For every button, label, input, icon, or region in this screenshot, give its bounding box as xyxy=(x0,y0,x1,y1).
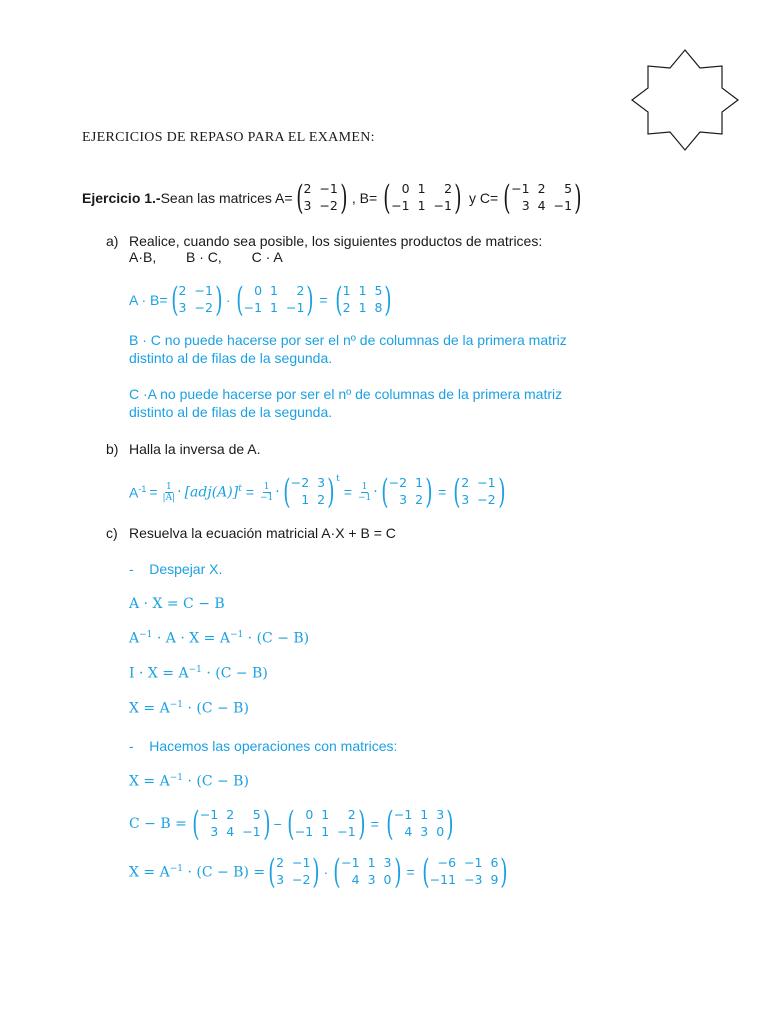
matrix-entry: −11 xyxy=(429,872,457,887)
right-paren: ) xyxy=(500,852,509,892)
matrix-entry: 3 xyxy=(276,872,285,887)
left-paren: ( xyxy=(192,804,200,844)
matrix-entry: 1 xyxy=(321,807,330,822)
x-matrix-a xyxy=(266,852,321,892)
part-c-text: Resuelva la ecuación matricial A·X + B = C xyxy=(129,525,396,541)
matrix-entries xyxy=(389,475,423,509)
matrix-entry: 8 xyxy=(374,300,383,315)
ab-label: A · B= xyxy=(129,292,168,308)
matrix-entries xyxy=(276,855,310,889)
matrix-entry: −1 xyxy=(341,855,360,870)
matrix-entry: 3 xyxy=(521,198,530,213)
matrix-entries xyxy=(461,475,495,509)
equation-5: $X = A^{-1} \cdot (C - B)$ xyxy=(129,773,249,790)
inverse-matrix-2 xyxy=(379,472,433,512)
matrix-entry: 2 xyxy=(444,181,453,196)
left-paren: ( xyxy=(383,178,391,218)
matrix-entry: −1 xyxy=(553,198,573,213)
part-b-marker: b) xyxy=(106,441,119,457)
fraction-one-over-det: $\frac{1}{|A|}$ xyxy=(162,481,176,503)
matrix-entry: 3 xyxy=(210,824,219,839)
right-paren: ) xyxy=(574,178,582,218)
matrix-entry: −2 xyxy=(292,872,311,887)
left-paren: ( xyxy=(380,472,389,512)
matrix-entry: −1 xyxy=(464,855,483,870)
step-isolate-x: - Despejar X. xyxy=(129,561,223,577)
x-result-equation: $X = A^{-1} \cdot (C - B)$ = ( 2 −1 3 −2 ) · ( −1 1 3 4 3 0 ) = ( −6 −1 6 −11 −3 9 ) xyxy=(129,852,509,892)
exercise-statement xyxy=(82,180,583,216)
right-paren: ) xyxy=(454,178,462,218)
ab-product-equation: A · B= ( 2 −1 3 −2 ) · ( 0 1 2 −1 1 −1 ) = ( 1 1 5 2 1 8 ) xyxy=(129,280,393,320)
matrix-entries xyxy=(394,807,444,841)
right-paren: ) xyxy=(384,280,393,320)
inverse-matrix-1 xyxy=(281,472,335,512)
matrix-entry: 3 xyxy=(399,492,408,507)
matrix-entry: 2 xyxy=(276,855,285,870)
right-paren: ) xyxy=(425,472,433,512)
matrix-entry: 2 xyxy=(296,283,305,298)
matrix-entry: −1 xyxy=(292,855,311,870)
matrix-entry: 2 xyxy=(537,181,546,196)
matrix-entry: −1 xyxy=(194,283,213,298)
matrix-entry: −1 xyxy=(477,475,496,490)
matrix-entry: −1 xyxy=(294,824,314,839)
ab-matrix-b xyxy=(234,280,315,320)
right-paren: ) xyxy=(306,280,314,320)
right-paren: ) xyxy=(340,178,348,218)
matrix-entry: 3 xyxy=(178,300,187,315)
left-paren: ( xyxy=(268,852,276,892)
matrix-entries xyxy=(391,181,452,215)
left-paren: ( xyxy=(295,178,304,218)
matrix-entry: 1 xyxy=(270,300,278,315)
matrix-entry: 4 xyxy=(537,198,546,213)
exercise-intro: Sean las matrices A= xyxy=(160,190,293,206)
x-result-matrix xyxy=(420,852,509,892)
left-paren: ( xyxy=(282,472,291,512)
left-paren: ( xyxy=(421,852,430,892)
matrix-entries xyxy=(200,807,261,841)
c-minus-b-label: C − B = xyxy=(129,816,187,832)
matrix-entry: 2 xyxy=(415,492,424,507)
matrix-entry: −2 xyxy=(290,475,310,490)
star-ornament xyxy=(630,48,740,152)
inverse-lhs: $A^{-1}$ xyxy=(129,483,147,501)
matrix-entries xyxy=(304,181,338,215)
matrix-entry: 2 xyxy=(347,807,356,822)
matrix-entries xyxy=(511,181,572,215)
matrix-entry: −2 xyxy=(319,198,338,213)
x-result-label: $X = A^{-1} \cdot (C - B)$ = xyxy=(129,863,266,881)
left-paren: ( xyxy=(503,178,511,218)
matrix-entry: −1 xyxy=(337,824,356,839)
matrix-entry: 3 xyxy=(461,492,470,507)
page-title: EJERCICIOS DE REPASO PARA EL EXAMEN: xyxy=(82,130,375,145)
matrix-entry: 0 xyxy=(305,807,314,822)
matrix-entry: −3 xyxy=(464,872,483,887)
right-paren: ) xyxy=(393,852,402,892)
matrix-entry: −1 xyxy=(199,807,219,822)
matrix-entry: 2 xyxy=(317,492,326,507)
matrix-entry: 0 xyxy=(436,824,445,839)
matrix-entry: 1 xyxy=(367,855,376,870)
right-paren: ) xyxy=(215,280,223,320)
adjugate-term: $[adj(A)]^t$ xyxy=(184,483,242,501)
equation-1: A · X = C − B xyxy=(129,596,225,612)
matrix-entry: 1 xyxy=(358,300,367,315)
matrix-entry: 3 xyxy=(317,475,326,490)
ab-result-matrix xyxy=(333,280,393,320)
matrix-entry: −1 xyxy=(242,824,261,839)
matrix-b-sep: , B= xyxy=(351,190,378,206)
left-paren: ( xyxy=(170,280,179,320)
matrix-entry: 1 xyxy=(417,198,426,213)
right-paren: ) xyxy=(497,472,506,512)
matrix-entry: 4 xyxy=(226,824,235,839)
part-a-marker: a) xyxy=(106,233,119,249)
matrix-entry: −2 xyxy=(388,475,408,490)
matrix-entry: 5 xyxy=(564,181,573,196)
matrix-entry: 4 xyxy=(351,872,360,887)
right-paren: ) xyxy=(357,804,366,844)
product-ca: C · A xyxy=(251,249,283,265)
matrix-entry: −1 xyxy=(391,198,410,213)
matrix-entry: 3 xyxy=(367,872,376,887)
equation-2: $A^{-1} \cdot A \cdot X = A^{-1} \cdot (C - B)$ xyxy=(129,630,310,647)
ab-matrix-a xyxy=(169,280,223,320)
ca-note-line2: distinto al de filas de la segunda. xyxy=(129,404,333,420)
x-matrix-cb xyxy=(331,852,402,892)
matrix-entry: 3 xyxy=(383,855,392,870)
fraction-one-over-minus-one-2: $\frac{1}{-1}$ xyxy=(357,481,372,503)
left-paren: ( xyxy=(333,852,341,892)
left-paren: ( xyxy=(287,804,295,844)
matrix-entries xyxy=(244,283,305,317)
part-b-text: Halla la inversa de A. xyxy=(129,441,261,457)
matrix-entries xyxy=(295,807,356,841)
matrix-entry: 1 xyxy=(321,824,330,839)
equation-3: $I \cdot X = A^{-1} \cdot (C - B)$ xyxy=(129,665,268,682)
exercise-label: Ejercicio 1.- xyxy=(82,190,161,206)
matrix-entry: 3 xyxy=(420,824,429,839)
left-paren: ( xyxy=(386,804,394,844)
matrix-entry: 1 xyxy=(358,283,367,298)
matrix-c-sep: y C= xyxy=(469,190,499,206)
matrix-entries xyxy=(341,855,391,889)
matrix-entry: −1 xyxy=(285,300,305,315)
matrix-entry: 0 xyxy=(383,872,392,887)
matrix-entry: 5 xyxy=(252,807,261,822)
matrix-entry: 6 xyxy=(490,855,499,870)
right-paren: ) xyxy=(312,852,321,892)
bc-note-line1: B · C no puede hacerse por ser el nº de columnas de la primera matriz xyxy=(129,332,567,348)
matrix-entry: −1 xyxy=(319,181,338,196)
c-minus-b-equation: C − B = ( −1 2 5 3 4 −1 ) − ( 0 1 2 −1 1 −1 ) = ( −1 1 3 4 3 0 ) xyxy=(129,804,454,844)
right-paren: ) xyxy=(262,804,271,844)
matrix-entry: −6 xyxy=(437,855,457,870)
matrix-entry: 3 xyxy=(303,198,312,213)
matrix-entry: −1 xyxy=(393,807,413,822)
matrix-b xyxy=(381,178,462,218)
ca-note-line1: C ·A no puede hacerse por ser el nº de columnas de la primera matriz xyxy=(129,386,563,402)
matrix-c xyxy=(501,178,582,218)
cb-matrix-c xyxy=(190,804,271,844)
matrix-entry: −1 xyxy=(511,181,530,196)
left-paren: ( xyxy=(453,472,461,512)
matrix-entry: −2 xyxy=(194,300,213,315)
matrix-entry: −2 xyxy=(477,492,496,507)
equation-4: $X = A^{-1} \cdot (C - B)$ xyxy=(129,700,249,717)
left-paren: ( xyxy=(235,280,244,320)
matrix-entry: −1 xyxy=(433,198,453,213)
matrix-entries xyxy=(291,475,325,509)
matrix-entry: 9 xyxy=(490,872,499,887)
right-paren: ) xyxy=(327,472,335,512)
matrix-entries xyxy=(343,283,383,317)
part-c-marker: c) xyxy=(106,525,118,541)
matrix-entry: 1 xyxy=(415,475,424,490)
matrix-entry: 5 xyxy=(374,283,383,298)
matrix-entry: 2 xyxy=(461,475,470,490)
matrix-entry: 2 xyxy=(226,807,235,822)
matrix-entry: 2 xyxy=(303,181,312,196)
matrix-entry: 4 xyxy=(404,824,413,839)
matrix-entry: 2 xyxy=(178,283,187,298)
cb-result-matrix xyxy=(384,804,454,844)
product-ab: A·B, xyxy=(129,249,157,265)
matrix-entries xyxy=(179,283,213,317)
matrix-entry: −1 xyxy=(243,300,263,315)
part-a-products xyxy=(129,249,283,265)
right-paren: ) xyxy=(446,804,454,844)
matrix-entries xyxy=(430,855,499,889)
matrix-entry: 1 xyxy=(420,807,429,822)
matrix-entry: 0 xyxy=(401,181,410,196)
inverse-equation: $A^{-1}$ = $\frac{1}{|A|}$ · $[adj(A)]^t$ = $\frac{1}{-1}$ · ( −2 3 1 2 ) $^t$ = $\frac{1}{-1}$ · ( −2 1 3 2 ) = ( 2 −1 3 −2 ) xyxy=(129,472,506,512)
matrix-entry: 3 xyxy=(436,807,445,822)
fraction-one-over-minus-one: $\frac{1}{-1}$ xyxy=(260,481,274,503)
part-a-text: Realice, cuando sea posible, los siguientes productos de matrices: xyxy=(129,233,543,249)
matrix-entry: 1 xyxy=(417,181,426,196)
bc-note-line2: distinto al de filas de la segunda. xyxy=(129,350,333,366)
matrix-entry: 2 xyxy=(342,300,351,315)
matrix-entry: 1 xyxy=(342,283,351,298)
inverse-result-matrix xyxy=(451,472,506,512)
left-paren: ( xyxy=(334,280,343,320)
matrix-entry: 1 xyxy=(270,283,278,298)
cb-matrix-b xyxy=(285,804,366,844)
matrix-entry: 0 xyxy=(254,283,263,298)
step-operations: - Hacemos las operaciones con matrices: xyxy=(129,738,398,754)
product-bc: B · C, xyxy=(186,249,222,265)
matrix-a xyxy=(294,178,348,218)
matrix-entry: 1 xyxy=(301,492,310,507)
